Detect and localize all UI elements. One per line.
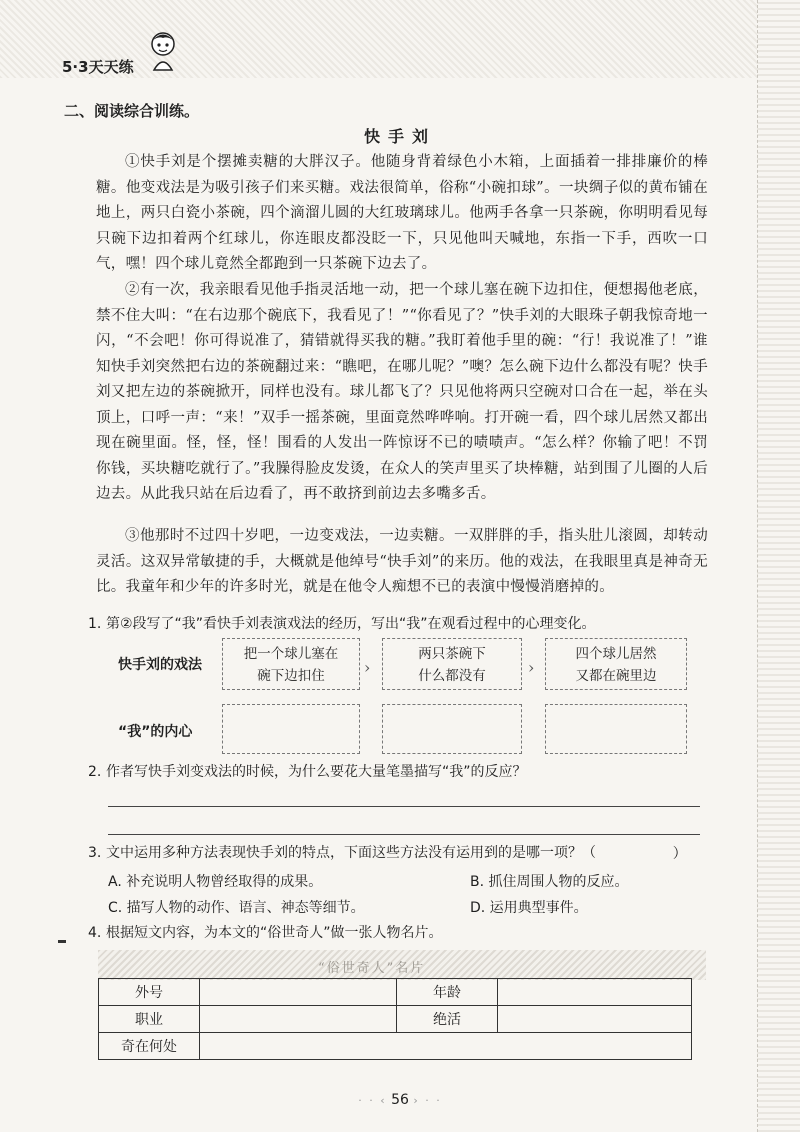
trick-cell-2 [382, 638, 522, 690]
question-text: 文中运用多种方法表现快手刘的特点，下面这些方法没有运用到的是哪一项？（ [106, 845, 596, 861]
option-b[interactable]: B. 抓住周围人物的反应。 [470, 874, 629, 890]
field-label-oddity: 奇在何处 [99, 1033, 200, 1060]
story-paragraph-3: ③他那时不过四十岁吧，一边变戏法，一边卖糖。一双胖胖的手，指头肚儿滚圆，却转动灵活。这双异常敏捷的手，大概就是他绰号“快手刘”的来历。他的戏法，在我眼里真是神奇无比。我童年和少年的许多时光，就是在他令人痴想不已的表演中慢慢消磨掉的。 [96, 528, 708, 595]
mascot-icon [146, 30, 180, 72]
series-logo [62, 30, 182, 80]
question-4 [88, 923, 708, 943]
cell-line: 什么都没有 [418, 668, 486, 684]
heart-answer-2[interactable] [382, 704, 522, 754]
field-input-job[interactable] [200, 1006, 397, 1033]
cell-line: 碗下边扣住 [257, 668, 325, 684]
section-title: 二、阅读综合训练。 [64, 102, 200, 120]
cell-line: 又都在碗里边 [575, 668, 657, 684]
question-1 [88, 614, 708, 634]
field-label-age: 年龄 [397, 979, 498, 1006]
question-number: 3. [88, 845, 102, 861]
option-c[interactable]: C. 描写人物的动作、语言、神态等细节。 [108, 900, 365, 916]
question-text: 根据短文内容，为本文的“俗世奇人”做一张人物名片。 [106, 925, 443, 941]
field-input-age[interactable] [498, 979, 692, 1006]
option-d[interactable]: D. 运用典型事件。 [470, 900, 588, 916]
heart-answer-3[interactable] [545, 704, 687, 754]
story-title: 快手刘 [363, 127, 436, 146]
cell-line: 两只茶碗下 [418, 646, 486, 662]
story-paragraph-2: ②有一次，我亲眼看见他手指灵活地一动，把一个球儿塞在碗下边扣住，便想揭他老底，禁不住大叫：“在右边那个碗底下，我看见了！”“你看见了？”快手刘的大眼珠子朝我惊奇地一闪，“不会吧！你可得说准了，猜错就得买我的糖。”我盯着他手里的碗：“行！我说准了！”谁知快手刘突然把右边的茶碗翻过来：“瞧吧，在哪儿呢？”噢？怎么碗下边什么都没有呢？快手刘又把左边的茶碗掀开，同样也没有。球儿都飞了？只见他将两只空碗对口合在一起，举在头顶上，口呼一声：“来！”双手一摇茶碗，里面竟然哗哗响。打开碗一看，四个球儿居然又都出现在碗里面。怪，怪，怪！围看的人发出一阵惊讶不已的啧啧声。“怎么样？你输了吧！不罚你钱，买块糖吃就行了。”我臊得脸皮发烫，在众人的笑声里买了块棒糖，站到围了儿圈的人后边去。从此我只站在后边看了，再不敢挤到前边去多嘴多舌。 [96, 282, 708, 502]
series-logo-text: 5·3天天练 [62, 58, 134, 76]
field-label-skill: 绝活 [397, 1006, 498, 1033]
field-label-nickname: 外号 [99, 979, 200, 1006]
answer-blank[interactable]: ） [672, 846, 687, 862]
question-number: 2. [88, 764, 102, 780]
question-text: 第②段写了“我”看快手刘表演戏法的经历，写出“我”在观看过程中的心理变化。 [106, 616, 596, 632]
field-input-nickname[interactable] [200, 979, 397, 1006]
row-label-trick: 快手刘的戏法 [118, 657, 202, 673]
field-input-skill[interactable] [498, 1006, 692, 1033]
answer-line[interactable] [108, 834, 700, 835]
question-number: 1. [88, 616, 102, 632]
field-input-oddity[interactable] [200, 1033, 692, 1060]
trick-cell-3 [545, 638, 687, 690]
story-paragraph-1: ①快手刘是个摆摊卖糖的大胖汉子。他随身背着绿色小木箱，上面插着一排排廉价的棒糖。他变戏法是为吸引孩子们来买糖。戏法很简单，俗称“小碗扣球”。一块绸子似的黄布铺在地上，两只白瓷小茶碗，四个滴溜儿圆的大红玻璃球儿。他两手各拿一只茶碗，你明明看见每只碗下边扣着两个红球儿，你连眼皮都没眨一下，只见他叫天喊地，东指一下手，西吹一口气，嘿！四个球儿竟然全都跑到一只茶碗下边去了。 [96, 154, 708, 272]
page-ornament-left: · · ‹ [358, 1094, 387, 1107]
option-a[interactable]: A. 补充说明人物曾经取得的成果。 [108, 874, 323, 890]
page-number-value: 56 [391, 1092, 409, 1108]
name-card-header [98, 950, 706, 980]
trick-cell-1 [222, 638, 360, 690]
page-ornament-right: › · · [413, 1094, 442, 1107]
name-card-title: “俗世奇人”名片 [318, 961, 426, 976]
answer-line[interactable] [108, 806, 700, 807]
page-number [0, 1092, 800, 1108]
cell-line: 把一个球儿塞在 [243, 646, 339, 662]
question-2 [88, 762, 708, 782]
margin-mark [58, 940, 66, 943]
page-edge [757, 0, 800, 1132]
cell-line: 四个球儿居然 [575, 646, 657, 662]
question-number: 4. [88, 925, 102, 941]
question-text: 作者写快手刘变戏法的时候，为什么要花大量笔墨描写“我”的反应？ [106, 764, 527, 780]
heart-answer-1[interactable] [222, 704, 360, 754]
arrow-right-icon: › [528, 658, 535, 677]
question-3 [88, 843, 708, 863]
name-card-table [98, 978, 692, 1060]
field-label-job: 职业 [99, 1006, 200, 1033]
row-label-heart: “我”的内心 [118, 724, 193, 740]
arrow-right-icon: › [364, 658, 371, 677]
